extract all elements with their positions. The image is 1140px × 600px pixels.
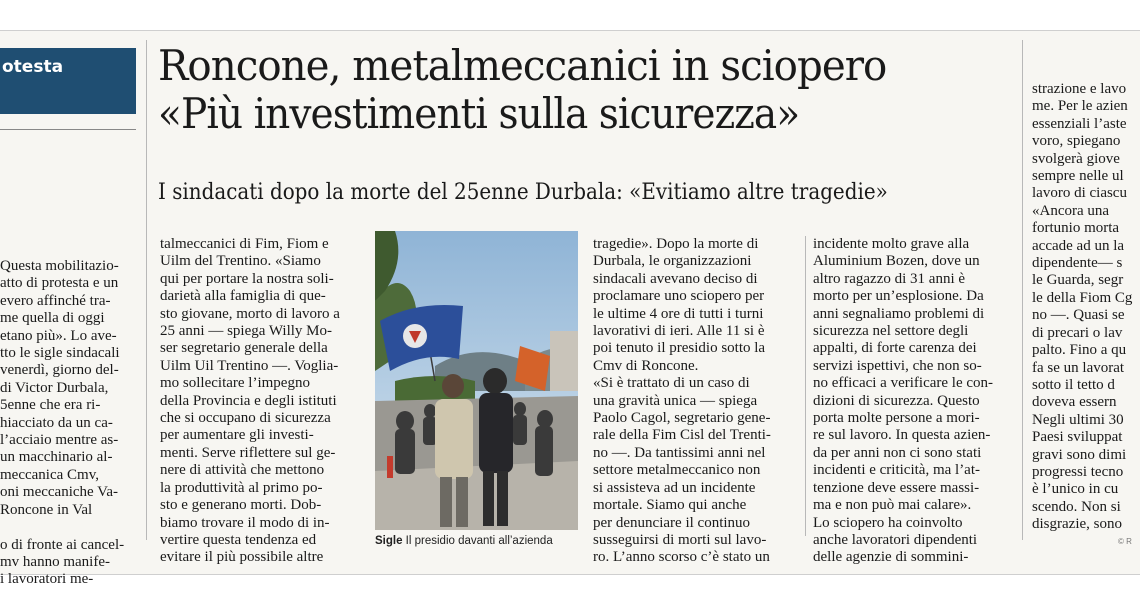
article-column-2 — [160, 236, 365, 567]
article-line: tragedie». Dopo la morte di — [593, 236, 759, 252]
article-line: sempre nelle ul — [1032, 168, 1124, 185]
article-column-left — [0, 258, 136, 589]
article-line: Aluminium Bozen, dove un — [813, 253, 980, 270]
article-line: che si occupano di sicurezza — [160, 410, 331, 427]
article-line: atto di protesta e un — [0, 275, 119, 292]
article-line: di precari o lav — [1032, 324, 1123, 341]
article-line: Durbala, le organizzazioni — [593, 253, 752, 270]
article-line: sto giovane, morto di lavoro a — [160, 305, 340, 322]
article-line: Roncone in Val — [0, 501, 93, 518]
article-line: le ultime 4 ore di tutti i turni — [593, 305, 764, 322]
article-line: è l’unico in cu — [1032, 481, 1119, 498]
article-line: talmeccanici di Fim, Fiom e — [160, 236, 329, 252]
article-line: palto. Fino a qu — [1032, 342, 1127, 359]
article-line: la produttività al primo po- — [160, 479, 323, 496]
article-line: lavoro di ciascu — [1032, 185, 1127, 202]
article-line: proclamare uno sciopero per — [593, 288, 765, 305]
article-line: dipendente— s — [1032, 255, 1123, 272]
article-line: ser segretario generale della — [160, 340, 328, 357]
article-line: 25 anni — spiega Willy Mo- — [160, 323, 333, 340]
article-line: sto e generano morti. Dob- — [160, 497, 322, 514]
article-line: per aumentare gli investi- — [160, 427, 314, 444]
article-line: svolgerà giove — [1032, 150, 1120, 167]
article-line: mo sollecitare l’impegno — [160, 375, 310, 392]
article-line: biamo trovare il modo di in- — [160, 514, 330, 531]
article-line: l’acciaio mentre as- — [0, 432, 119, 449]
article-line: essenziali l’aste — [1032, 115, 1127, 132]
article-line: incidenti e criticità, ma l’at- — [813, 462, 981, 479]
article-line: altro ragazzo di 31 anni è — [813, 270, 966, 287]
article-line: delle agenzie di sommini- — [813, 549, 969, 566]
article-line: scendo. Non si — [1032, 498, 1121, 515]
article-line: anni segnaliamo problemi di — [813, 305, 985, 322]
article-line: dizioni di sicurezza. Questo — [813, 392, 980, 409]
article-line: Paolo Cagol, segretario gene- — [593, 410, 771, 427]
article-line: susseguirsi di morti sul lavo- — [593, 531, 767, 548]
article-line: fa se un lavorat — [1032, 359, 1125, 376]
article-line: hiacciato da un ca- — [0, 414, 113, 431]
article-line: darietà alla famiglia di que- — [160, 288, 326, 305]
article-line: progressi tecno — [1032, 463, 1124, 480]
article-line: da per anni non ci sono stati — [813, 444, 982, 461]
top-rule — [0, 30, 1140, 31]
article-line: voro, spiegano — [1032, 133, 1121, 150]
article-line: no —. Da tantissimi anni nel — [593, 444, 766, 461]
article-line: no efficaci a verificare le con- — [813, 375, 994, 392]
protest-photo-illustration — [375, 231, 578, 530]
article-line: meccanica Cmv, — [0, 466, 99, 483]
article-line — [0, 519, 136, 536]
article-line: le Guarda, segr — [1032, 272, 1124, 289]
article-line: Lo sciopero ha coinvolto — [813, 514, 963, 531]
section-tag — [0, 48, 136, 114]
photo-caption-text: Il presidio davanti all’azienda — [402, 535, 553, 547]
article-line: poi tenuto il presidio sotto la — [593, 340, 766, 357]
article-line: «Ancora una — [1032, 202, 1110, 219]
article-line: re sul lavoro. In questa azien- — [813, 427, 991, 444]
article-line: un macchinario al- — [0, 449, 113, 466]
article-line: «Si è trattato di un caso di — [593, 375, 750, 392]
article-line: evitare il più possibile altre — [160, 549, 324, 566]
section-tag-label: otesta — [2, 57, 64, 77]
headline — [158, 42, 1018, 138]
article-line: incidente molto grave alla — [813, 236, 970, 252]
article-line: accade ad un la — [1032, 237, 1125, 254]
subheadline: I sindacati dopo la morte del 25enne Durbala: «Evitiamo altre tragedie» — [158, 179, 888, 205]
headline-line-2: «Più investimenti sulla sicurezza» — [158, 89, 800, 138]
article-line: si assisteva ad un incidente — [593, 479, 756, 496]
article-line: Cmv di Roncone. — [593, 357, 699, 374]
article-column-3 — [593, 236, 800, 567]
article-line: vertire questa tendenza ed — [160, 531, 317, 548]
column-divider-right — [1022, 40, 1023, 540]
article-line: porta molte persone a mori- — [813, 410, 980, 427]
article-line: strazione e lavo — [1032, 81, 1127, 97]
article-line: gravi sono dimi — [1032, 446, 1127, 463]
article-column-4 — [813, 236, 1018, 567]
article-line: doveva essern — [1032, 394, 1117, 411]
column-divider-left — [146, 40, 147, 540]
article-line: no —. Quasi se — [1032, 307, 1125, 324]
article-line: sindacali avevano deciso di — [593, 270, 758, 287]
article-line: una gravità unica — spiega — [593, 392, 758, 409]
article-line: fortunio morta — [1032, 220, 1120, 237]
article-line: etano più». Lo ave- — [0, 327, 117, 344]
article-line: della Provincia e degli istituti — [160, 392, 337, 409]
article-line: le della Fiom Cg — [1032, 289, 1133, 306]
photo-caption-label: Sigle — [375, 535, 403, 547]
article-line: ma e non può mai calare». — [813, 497, 972, 514]
article-line: sotto il tetto d — [1032, 376, 1115, 393]
photo-caption — [375, 534, 585, 548]
protest-photo — [375, 231, 578, 530]
article-line: o di fronte ai cancel- — [0, 536, 125, 553]
article-line: per denunciare il continuo — [593, 514, 751, 531]
article-line: nere di attività che mettono — [160, 462, 325, 479]
article-line: i lavoratori me- — [0, 571, 94, 588]
article-line: anche lavoratori dipendenti — [813, 531, 978, 548]
article-line: morto per un’esplosione. Da — [813, 288, 984, 305]
article-line: Negli ultimi 30 — [1032, 411, 1124, 428]
article-line: lavorativi di ieri. Alle 11 si è — [593, 323, 765, 340]
headline-line-1: Roncone, metalmeccanici in sciopero — [158, 41, 887, 90]
article-line: oni meccaniche Va- — [0, 484, 119, 501]
article-line: appalti, di forte carenza dei — [813, 340, 977, 357]
article-line: Uilm Uil Trentino —. Voglia- — [160, 357, 339, 374]
article-line: Paesi sviluppat — [1032, 429, 1123, 446]
article-line: disgrazie, sono — [1032, 516, 1122, 533]
article-line: menti. Serve riflettere sul ge- — [160, 444, 336, 461]
article-column-right — [1032, 81, 1140, 534]
article-line: Uilm del Trentino. «Siamo — [160, 253, 321, 270]
article-line: evero affinché tra- — [0, 292, 111, 309]
article-line: venerdì, giorno del- — [0, 362, 119, 379]
bottom-rule — [0, 574, 1140, 575]
article-line: di Victor Durbala, — [0, 379, 109, 396]
article-line: Questa mobilitazio- — [0, 258, 119, 274]
article-line: me quella di oggi — [0, 310, 105, 327]
article-line: settore metalmeccanico non — [593, 462, 761, 479]
article-line: qui per portare la nostra soli- — [160, 270, 334, 287]
article-line: ro. L’anno scorso c’è stato un — [593, 549, 770, 566]
article-line: sicurezza nel settore degli — [813, 323, 969, 340]
article-line: me. Per le azien — [1032, 98, 1128, 115]
article-line: 5enne che era ri- — [0, 397, 101, 414]
article-line: rale della Fim Cisl del Trenti- — [593, 427, 771, 444]
article-line: mv hanno manife- — [0, 553, 110, 570]
section-tag-underline — [0, 129, 136, 130]
article-line: tto le sigle sindacali — [0, 345, 120, 362]
article-line: mortale. Siamo qui anche — [593, 497, 747, 514]
article-line: servizi ispettivi, che non so- — [813, 357, 982, 374]
article-line: tenzione deve essere massi- — [813, 479, 980, 496]
copyright-credit: © R — [1118, 537, 1132, 546]
column-divider-inner — [805, 236, 806, 536]
